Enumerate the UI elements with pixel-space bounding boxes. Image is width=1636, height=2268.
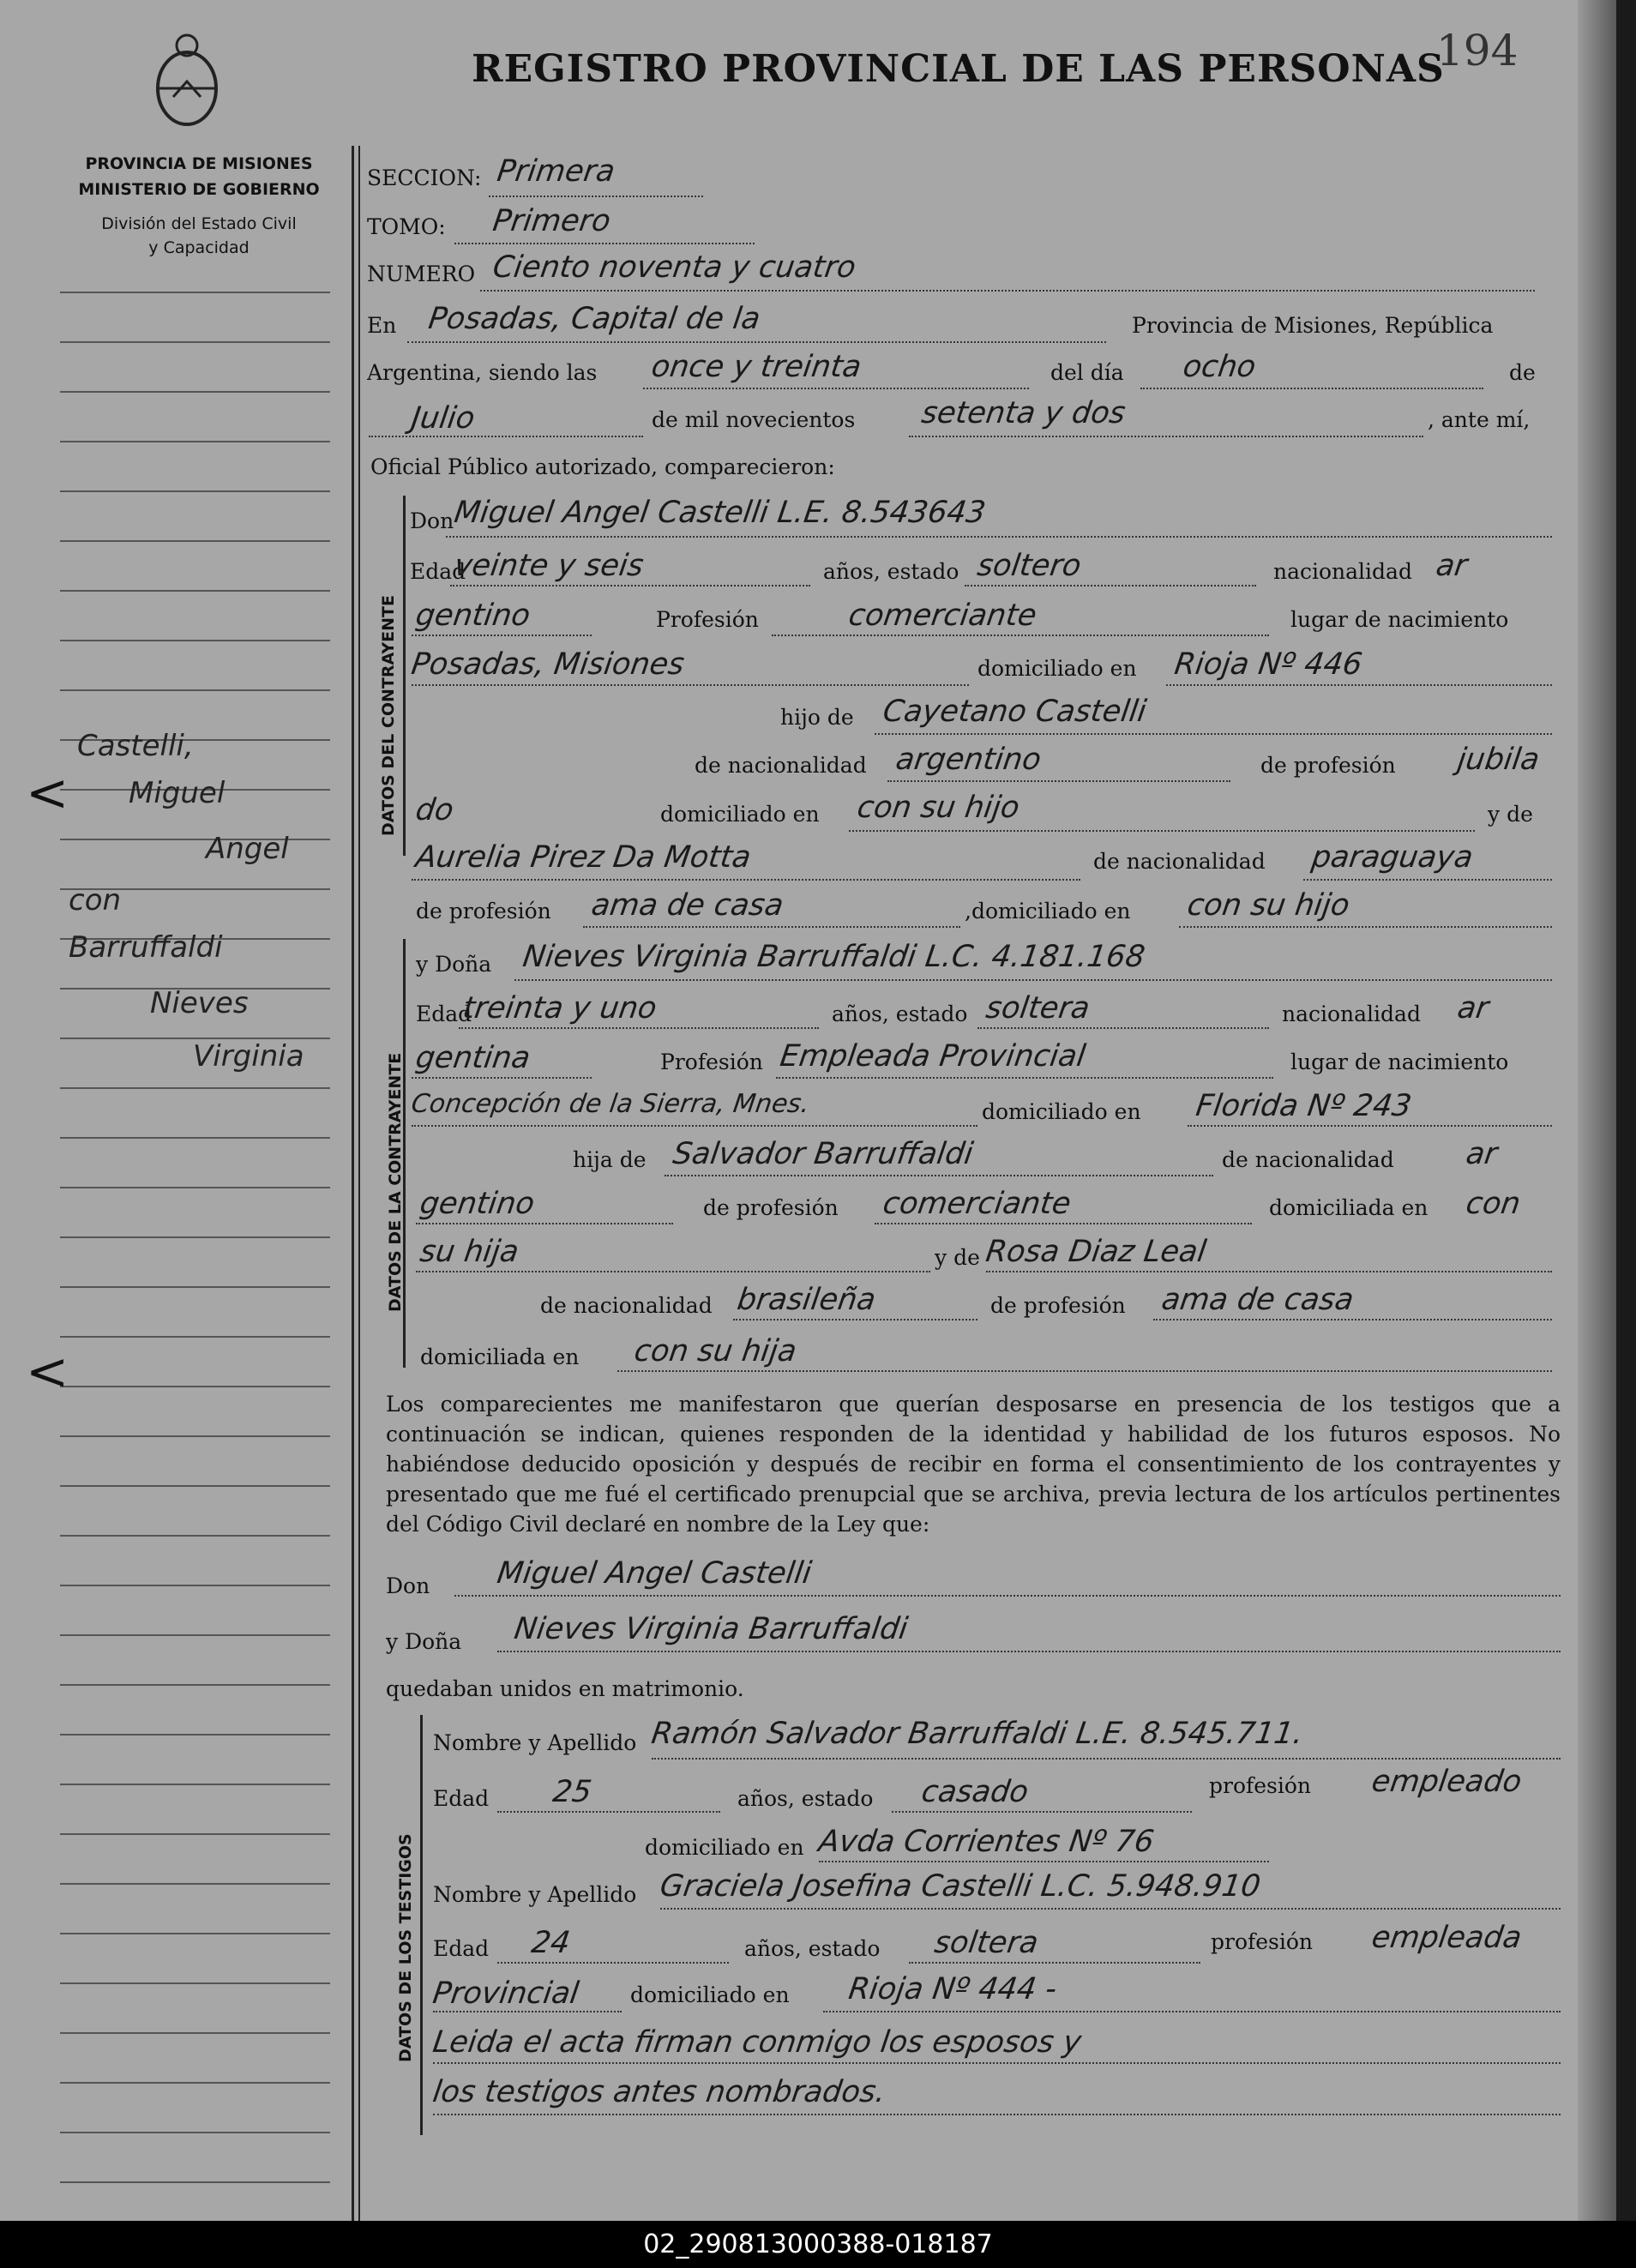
label-numero: NUMERO (367, 262, 476, 286)
field-t1-prof: empleado (1369, 1765, 1524, 1799)
ruled-line (60, 391, 330, 393)
section-label-groom: DATOS DEL CONTRAYENTE (379, 595, 398, 836)
label-anos-estado: años, estado (823, 559, 959, 584)
margin-rule (352, 146, 354, 2229)
label-anos-estado: años, estado (744, 1936, 881, 1961)
ruled-line (60, 1883, 330, 1885)
label-domiciliado: domiciliado en (977, 656, 1137, 681)
ruled-line (60, 1982, 330, 1984)
field-line (433, 2011, 622, 2012)
label-y-de: y de (1488, 802, 1533, 827)
ruled-line (60, 1435, 330, 1437)
ruled-line (60, 2132, 330, 2133)
field-line (514, 979, 1552, 981)
field-nmadre-dom: con su hija (632, 1334, 799, 1369)
field-npadre-prof: comerciante (881, 1187, 1074, 1221)
label-provincia: Provincia de Misiones, República (1132, 313, 1494, 338)
ruled-line (60, 1236, 330, 1238)
field-novio-edad: veinte y seis (452, 549, 646, 583)
coat-of-arms-icon (147, 30, 226, 129)
field-novia: Nieves Virginia Barruffaldi L.C. 4.181.168 (520, 940, 1147, 974)
label-anos-estado: años, estado (737, 1786, 874, 1811)
label-domiciliado: ,domiciliado en (965, 899, 1131, 923)
field-line (412, 635, 592, 636)
field-line (583, 926, 960, 928)
field-novia-madre: Rosa Diaz Leal (983, 1235, 1209, 1269)
label-seccion: SECCION: (367, 165, 482, 190)
field-line (965, 585, 1256, 587)
ruled-line (60, 1485, 330, 1487)
ruled-line (60, 1585, 330, 1586)
field-line (665, 1175, 1213, 1176)
ruled-line (60, 1684, 330, 1686)
label-y-dona: y Doña (386, 1629, 462, 1654)
field-novia-prof: Empleada Provincial (778, 1039, 1088, 1074)
field-line (412, 879, 1080, 881)
field-line (412, 1125, 977, 1127)
section-label-bride: DATOS DE LA CONTRAYENTE (386, 1052, 405, 1312)
label-profesion: Profesión (660, 1050, 763, 1074)
label-y-de: y de (935, 1245, 980, 1270)
field-t2-dom: Rioja Nº 444 - (846, 1972, 1059, 2006)
header-line: División del Estado Civil (101, 214, 297, 233)
field-padre-prof: jubila (1455, 743, 1542, 777)
ruled-line (60, 1386, 330, 1387)
ruled-line (60, 590, 330, 592)
field-novio-prof: comerciante (846, 599, 1039, 633)
field-line (733, 1319, 977, 1320)
margin-note: Castelli, (77, 729, 194, 763)
field-padre-prof-cont: do (413, 793, 456, 827)
field-npadre-dom: con (1464, 1187, 1523, 1221)
field-line (454, 243, 755, 244)
field-line (480, 290, 1535, 292)
label-en: En (367, 313, 397, 338)
label-de-profesion: de profesión (703, 1195, 839, 1220)
label-edad: Edad (410, 559, 466, 584)
label-domiciliada: domiciliada en (420, 1345, 580, 1369)
ruled-line (60, 2082, 330, 2084)
field-novio-lugar: Posadas, Misiones (409, 647, 687, 682)
header-line: PROVINCIA DE MISIONES (85, 154, 313, 173)
field-line (412, 684, 969, 686)
label-lugar-nac: lugar de nacimiento (1290, 1050, 1509, 1074)
label-de-nacionalidad: de nacionalidad (1093, 849, 1266, 874)
ruled-line (60, 1535, 330, 1537)
declaration-paragraph: Los comparecientes me manifestaron que querían desposarse en presencia de los testigos que a continuación se indican, quienes responden de la identidad y habilidad de los futuros esposos. No habiéndose deducido oposición y después de recibir en forma el consentimiento de los contrayentes y presentado que me fué el certificado prenupcial que se archiva, previa lectura de los artículos pertinentes del Código Civil declaré en nombre de la Ley que: (386, 1392, 1561, 1537)
ruled-line (60, 1784, 330, 1785)
label-hija-de: hija de (573, 1147, 647, 1172)
field-t2-edad: 24 (529, 1926, 573, 1960)
field-line (875, 733, 1552, 735)
field-t2-prof-cont: Provincial (430, 1976, 581, 2011)
field-nmadre-prof: ama de casa (1159, 1283, 1356, 1317)
field-line (1140, 388, 1483, 389)
label-domiciliada: domiciliada en (1269, 1195, 1428, 1220)
field-seccion: Primera (495, 154, 617, 189)
label-de-nacionalidad: de nacionalidad (1222, 1147, 1394, 1172)
field-line (643, 388, 1029, 389)
label-don: Don (410, 508, 454, 533)
field-line (416, 1271, 930, 1272)
field-t1-estado: casado (919, 1775, 1031, 1809)
field-novio-dom: Rioja Nº 446 (1172, 647, 1365, 682)
field-line (849, 830, 1475, 832)
section-label-witnesses: DATOS DE LOS TESTIGOS (396, 1833, 415, 2062)
label-oficial: Oficial Público autorizado, comparecieron: (370, 454, 835, 479)
ruled-line (60, 1087, 330, 1089)
header-line: y Capacidad (148, 238, 250, 257)
field-line (1166, 684, 1552, 686)
margin-note: Miguel (129, 776, 226, 810)
ruled-line (60, 1137, 330, 1139)
label-profesion: profesión (1211, 1929, 1314, 1954)
label-de-profesion: de profesión (416, 899, 551, 923)
label-don: Don (386, 1573, 430, 1598)
field-line (497, 1651, 1561, 1652)
field-novia-lugar: Concepción de la Sierra, Mnes. (409, 1089, 812, 1119)
ruled-line (60, 1336, 330, 1338)
label-tomo: TOMO: (367, 214, 446, 239)
field-line (416, 1223, 673, 1224)
field-line (407, 341, 1106, 343)
label-nombre-apellido: Nombre y Apellido (433, 1730, 637, 1755)
closing-line-2: los testigos antes nombrados. (430, 2075, 888, 2109)
field-npadre-dom-cont: su hija (418, 1235, 521, 1269)
field-padre-nac: argentino (893, 743, 1044, 777)
document-id: 02_290813000388-018187 (643, 2229, 993, 2259)
field-line (1188, 1125, 1552, 1127)
closing-line-1: Leida el acta firman conmigo los esposos y (430, 2025, 1084, 2060)
label-nombre-apellido: Nombre y Apellido (433, 1882, 637, 1907)
field-line (369, 436, 643, 437)
ruled-line (60, 292, 330, 293)
binding-mark: < (26, 763, 69, 823)
field-t2-prof: empleada (1369, 1921, 1525, 1955)
field-line (433, 2062, 1561, 2064)
field-line (446, 536, 1552, 538)
field-padre-dom: con su hijo (855, 791, 1022, 825)
binding-mark: < (26, 1342, 69, 1402)
field-novia-nac: ar (1455, 991, 1491, 1026)
ruled-line (60, 1734, 330, 1736)
ruled-line (60, 1286, 330, 1288)
field-hora: once y treinta (649, 350, 863, 384)
field-lugar: Posadas, Capital de la (426, 302, 763, 336)
field-numero: Ciento noventa y cuatro (490, 250, 858, 285)
ruled-line (60, 540, 330, 542)
field-t1-dom: Avda Corrientes Nº 76 (816, 1825, 1157, 1859)
label-edad: Edad (433, 1786, 490, 1811)
label-quedaban: quedaban unidos en matrimonio. (386, 1676, 744, 1701)
field-novia-edad: treinta y uno (460, 991, 659, 1026)
field-novio: Miguel Angel Castelli L.E. 8.543643 (452, 496, 988, 530)
label-ante-mi: , ante mí, (1428, 407, 1531, 432)
field-novia-dom: Florida Nº 243 (1194, 1089, 1414, 1123)
ruled-line (60, 341, 330, 343)
field-line (1303, 879, 1552, 881)
field-madre-prof: ama de casa (589, 888, 786, 923)
label-domiciliado: domiciliado en (660, 802, 820, 827)
field-line (454, 1595, 1561, 1597)
label-edad: Edad (433, 1936, 490, 1961)
label-edad: Edad (416, 1002, 472, 1026)
margin-note: Angel (206, 832, 289, 866)
ruled-line (60, 640, 330, 641)
field-line (909, 1962, 1200, 1964)
ruled-line (60, 441, 330, 442)
field-mes: Julio (409, 401, 478, 436)
label-anos-estado: años, estado (832, 1002, 968, 1026)
field-line (652, 1758, 1561, 1760)
margin-note: Nieves (150, 986, 249, 1020)
field-line (776, 1077, 1273, 1079)
page-title: REGISTRO PROVINCIAL DE LAS PERSONAS (472, 47, 1445, 91)
ruled-line (60, 490, 330, 492)
field-madre-nac: paraguaya (1309, 840, 1476, 875)
field-novia-padre: Salvador Barruffaldi (671, 1137, 976, 1171)
field-dia: ocho (1181, 350, 1259, 384)
field-novio-nac: ar (1434, 549, 1470, 583)
field-line (497, 1962, 729, 1964)
margin-note: con (69, 883, 122, 917)
field-don-final: Miguel Angel Castelli (495, 1556, 814, 1591)
label-de-profesion: de profesión (990, 1293, 1126, 1318)
field-t2-nombre: Graciela Josefina Castelli L.C. 5.948.910 (658, 1869, 1263, 1904)
field-line (892, 1811, 1192, 1813)
field-line (819, 1861, 1269, 1862)
label-profesion: Profesión (656, 607, 759, 632)
field-line (887, 780, 1230, 782)
section-rule (420, 1715, 423, 2135)
field-novio-madre: Aurelia Pirez Da Motta (413, 840, 754, 875)
field-npadre-nac-cont: gentino (418, 1187, 537, 1221)
field-novio-padre: Cayetano Castelli (881, 695, 1149, 729)
field-t1-edad: 25 (550, 1775, 594, 1809)
section-rule (403, 496, 406, 856)
page-edge (1578, 0, 1616, 2221)
field-novio-estado: soltero (975, 549, 1084, 583)
field-line (497, 1811, 720, 1813)
field-nmadre-nac: brasileña (735, 1283, 878, 1317)
field-t2-estado: soltera (932, 1926, 1041, 1960)
field-line (433, 2114, 1561, 2115)
ruled-line (60, 689, 330, 691)
label-domiciliado: domiciliado en (630, 1982, 790, 2007)
field-line (986, 1271, 1552, 1272)
field-madre-dom: con su hijo (1185, 888, 1352, 923)
label-siendo: Argentina, siendo las (367, 360, 598, 385)
field-npadre-nac: ar (1464, 1137, 1500, 1171)
header-line: MINISTERIO DE GOBIERNO (78, 180, 320, 199)
margin-note: Virginia (193, 1039, 304, 1074)
label-domiciliada: domiciliado en (982, 1099, 1141, 1124)
label-hijo-de: hijo de (780, 705, 854, 730)
field-novia-nac-cont: gentina (413, 1041, 532, 1075)
field-line (977, 1027, 1269, 1029)
field-line (660, 1908, 1561, 1910)
field-dona-final: Nieves Virginia Barruffaldi (512, 1612, 911, 1646)
field-line (489, 196, 703, 197)
ruled-line (60, 1187, 330, 1188)
ruled-line (60, 1933, 330, 1934)
label-nacionalidad: nacionalidad (1273, 559, 1412, 584)
field-line (1179, 926, 1552, 928)
field-novio-nac-cont: gentino (413, 599, 532, 633)
margin-note: Barruffaldi (69, 930, 223, 965)
ruled-line (60, 839, 330, 840)
field-line (617, 1370, 1552, 1372)
field-t1-nombre: Ramón Salvador Barruffaldi L.E. 8.545.711. (649, 1717, 1306, 1751)
field-line (450, 585, 810, 587)
ruled-line (60, 1634, 330, 1636)
field-line (1153, 1319, 1552, 1320)
ruled-line (60, 2181, 330, 2183)
label-de-nacionalidad: de nacionalidad (540, 1293, 713, 1318)
field-novia-estado: soltera (983, 991, 1092, 1026)
label-nacionalidad: nacionalidad (1282, 1002, 1421, 1026)
field-line (909, 436, 1423, 437)
label-y-dona: y Doña (416, 952, 492, 977)
field-line (823, 2011, 1561, 2012)
margin-rule (358, 146, 360, 2229)
label-domiciliado: domiciliado en (645, 1835, 804, 1860)
page-number: 194 (1436, 26, 1519, 75)
ruled-line (60, 1833, 330, 1835)
field-line (875, 1223, 1252, 1224)
label-de-nacionalidad: de nacionalidad (695, 753, 867, 778)
label-del-dia: del día (1050, 360, 1124, 385)
field-anio: setenta y dos (919, 396, 1128, 430)
label-lugar-nac: lugar de nacimiento (1290, 607, 1509, 632)
field-line (412, 1077, 592, 1079)
label-profesion: profesión (1209, 1773, 1312, 1798)
label-de: de (1509, 360, 1536, 385)
field-line (772, 635, 1269, 636)
label-de-profesion: de profesión (1260, 753, 1396, 778)
ruled-line (60, 2032, 330, 2034)
field-line (459, 1027, 819, 1029)
field-tomo: Primero (490, 204, 613, 238)
label-de-mil: de mil novecientos (652, 407, 856, 432)
